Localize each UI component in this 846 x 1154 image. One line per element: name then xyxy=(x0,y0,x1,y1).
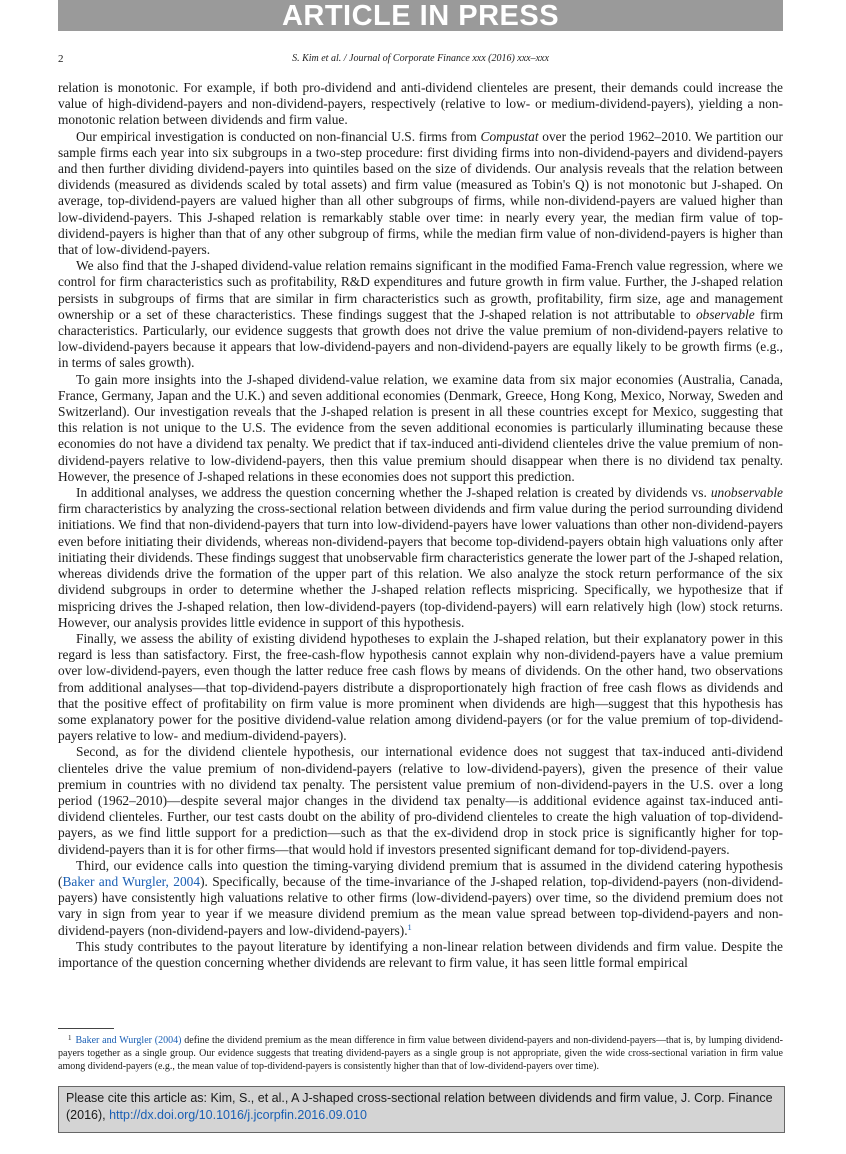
paragraph-6: Finally, we assess the ability of existing dividend hypotheses to explain the J-shaped relation, but their explanatory power in this regard is less than satisfactory. First, the free-cash-flow hypothesis cannot explain why non-dividend-payers have a value premium over low-dividend-payers, even though the latter reduce free cash flows by means of dividends. On the other hand, two observations from additional analyses—that top-dividend-payers distribute a disproportionately high fraction of free cash flows as dividends and that the positive effect of profitability on firm value is more prominent when dividends are high—suggest that this hypothesis has some explanatory power for the positive dividend-value relation among dividend-payers (or for the value premium of top-dividend-payers relative to low- and medium-dividend-payers). xyxy=(58,630,783,744)
footnote-1: $^1$ Baker and Wurgler (2004) define the dividend premium as the mean difference in firm value between dividend-payers and non-dividend-payers—that is, by lumping dividend-payers together as a single group. Our evidence suggests that treating dividend-payers as a single group is not appropriate, given the wide cross-sectional variation in firm value among dividend-payers (e.g., the mean value of top-dividend-payers is consistently higher than that of low-dividend-payers over time). xyxy=(58,1034,783,1073)
paragraph-2: Our empirical investigation is conducted on non-financial U.S. firms from Compustat over the period 1962–2010. We partition our sample firms each year into six subgroups in a two-step procedure: first dividing firms into non-dividend-payers and dividend-payers and then further dividing dividend-payers into quintiles based on the size of dividends. Our analysis reveals that the relation between dividends (measured as dividends scaled by total assets) and firm value (measured as Tobin's Q) is not monotonic but J-shaped. On average, top-dividend-payers are valued higher than all other subgroups of firms, while non-dividend-payers are valued higher than low-dividend-payers. This J-shaped relation is remarkably stable over time: in nearly every year, the median firm value of top-dividend-payers is higher than that of any other subgroup of firms, while the median firm value of non-dividend-payers is higher than that of low-dividend-payers. xyxy=(58,128,783,258)
article-in-press-banner: ARTICLE IN PRESS xyxy=(58,0,783,31)
footnote-divider xyxy=(58,1028,114,1029)
running-head: S. Kim et al. / Journal of Corporate Finance xxx (2016) xxx–xxx xyxy=(292,53,549,64)
article-body xyxy=(58,80,783,971)
citation-link-baker-wurgler[interactable]: Baker and Wurgler, 2004 xyxy=(62,873,201,889)
footnote-marker-link[interactable]: 1 xyxy=(407,921,412,932)
paragraph-3: We also find that the J-shaped dividend-value relation remains significant in the modified Fama-French value regression, where we control for firm characteristics such as profitability, R&D expenditures and future growth in firm value. Further, the J-shaped relation persists in subgroups of firms that are similar in firm characteristics such as growth, profitability, firm size, age and management ownership or a set of these characteristics. These findings suggest that the J-shaped relation is not attributable to observable firm characteristics. Particularly, our evidence suggests that growth does not drive the value premium of non-dividend-payers relative to low-dividend-payers because it appears that low-dividend-payers and non-dividend-payers are equally likely to be growth firms (e.g., in terms of sales growth). xyxy=(58,258,784,371)
doi-link[interactable]: http://dx.doi.org/10.1016/j.jcorpfin.2016.09.010 xyxy=(109,1108,367,1122)
footnote-citation-link[interactable]: Baker and Wurgler (2004) xyxy=(75,1035,182,1046)
footnote-number: 1 xyxy=(68,1034,72,1042)
page-number: 2 xyxy=(58,53,64,65)
paragraph-8: Third, our evidence calls into question the timing-varying dividend premium that is assumed in the dividend catering hypothesis (Baker and Wurgler, 2004). Specifically, because of the time-invariance of the J-shaped relation, top-dividend-payers (non-dividend-payers) have consistently high valuations relative to other firms (low-dividend-payers) over time, so the dividend premium does not vary in sign from year to year if we measure dividend premium as the mean value spread between top-dividend-payers and non-dividend-payers (non-dividend-payers and low-dividend-payers).$^1$ xyxy=(58,857,783,938)
citation-box: Please cite this article as: Kim, S., et al., A J-shaped cross-sectional relation between dividends and firm value, J. Corp. Finance (2016), http://dx.doi.org/10.1016/j.jcorpfin.2016.09.010 xyxy=(58,1086,785,1133)
paragraph-7: Second, as for the dividend clientele hypothesis, our international evidence does not suggest that tax-induced anti-dividend clienteles drive the value premium of non-dividend-payers (relative to low-dividend-payers), given the presence of their value premium in countries with no dividend tax penalty. The persistent value premium of non-dividend-payers in the U.S. over a long period (1962–2010)—despite several major changes in the dividend tax penalty—is additional evidence against tax-induced anti-dividend clienteles. Further, our test casts doubt on the ability of pro-dividend clienteles to create the high valuation of top-dividend-payers, as we find little support for a prediction—such as that the ex-dividend drop in stock price is significantly higher for top-dividend-payers than it is for other firms—that would hold if investors presented significant demand for top-dividend-payers. xyxy=(58,744,783,857)
paragraph-9: This study contributes to the payout literature by identifying a non-linear relation between dividends and firm value. Despite the importance of the question concerning whether dividends are relevant to firm value, it has seen little formal empirical xyxy=(58,938,783,970)
paragraph-5: In additional analyses, we address the question concerning whether the J-shaped relation is created by dividends vs. unobservable firm characteristics by analyzing the cross-sectional relation between dividends and firm value during the period surrounding dividend initiations. We find that non-dividend-payers that turn into low-dividend-payers have lower valuations than other non-dividend-payers even before initiating their dividends, whereas non-dividend-payers that become top-dividend-payers obtain high valuations only after initiating their dividends. These findings suggest that unobservable firm characteristics generate the lower part of the J-shaped relation, whereas dividends drive the formation of the upper part of this relation. We also analyze the stock return performance of the six dividend subgroups in order to determine whether the J-shaped relation reflects mispricing. Specifically, we hypothesize that if mispricing drives the J-shaped relation, then low-dividend-payers (top-dividend-payers) will earn relatively high (low) stock returns. However, our analysis provides little evidence in support of this hypothesis. xyxy=(58,485,783,630)
paragraph-4: To gain more insights into the J-shaped dividend-value relation, we examine data from six major economies (Australia, Canada, France, Germany, Japan and the U.K.) and seven additional economies (Denmark, Greece, Hong Kong, Mexico, Norway, Sweden and Switzerland). Our investigation reveals that the J-shaped relation is present in all these countries except for Mexico, suggesting that this relation is not unique to the U.S. The evidence from the seven additional economies is particularly illuminating because these economies do not have a dividend tax penalty. We predict that if tax-induced anti-dividend clienteles drive the value premium of non-dividend-payers relative to low-dividend-payers, then this value premium should disappear when there is no dividend tax penalty. However, the presence of J-shaped relations in these economies does not support this prediction. xyxy=(58,371,783,484)
paragraph-1: relation is monotonic. For example, if both pro-dividend and anti-dividend clienteles are present, their demands could increase the value of high-dividend-payers and non-dividend-payers, respectively (relative to low- or medium-dividend-payers), yielding a non-monotonic relation between dividends and firm value. xyxy=(58,80,783,128)
